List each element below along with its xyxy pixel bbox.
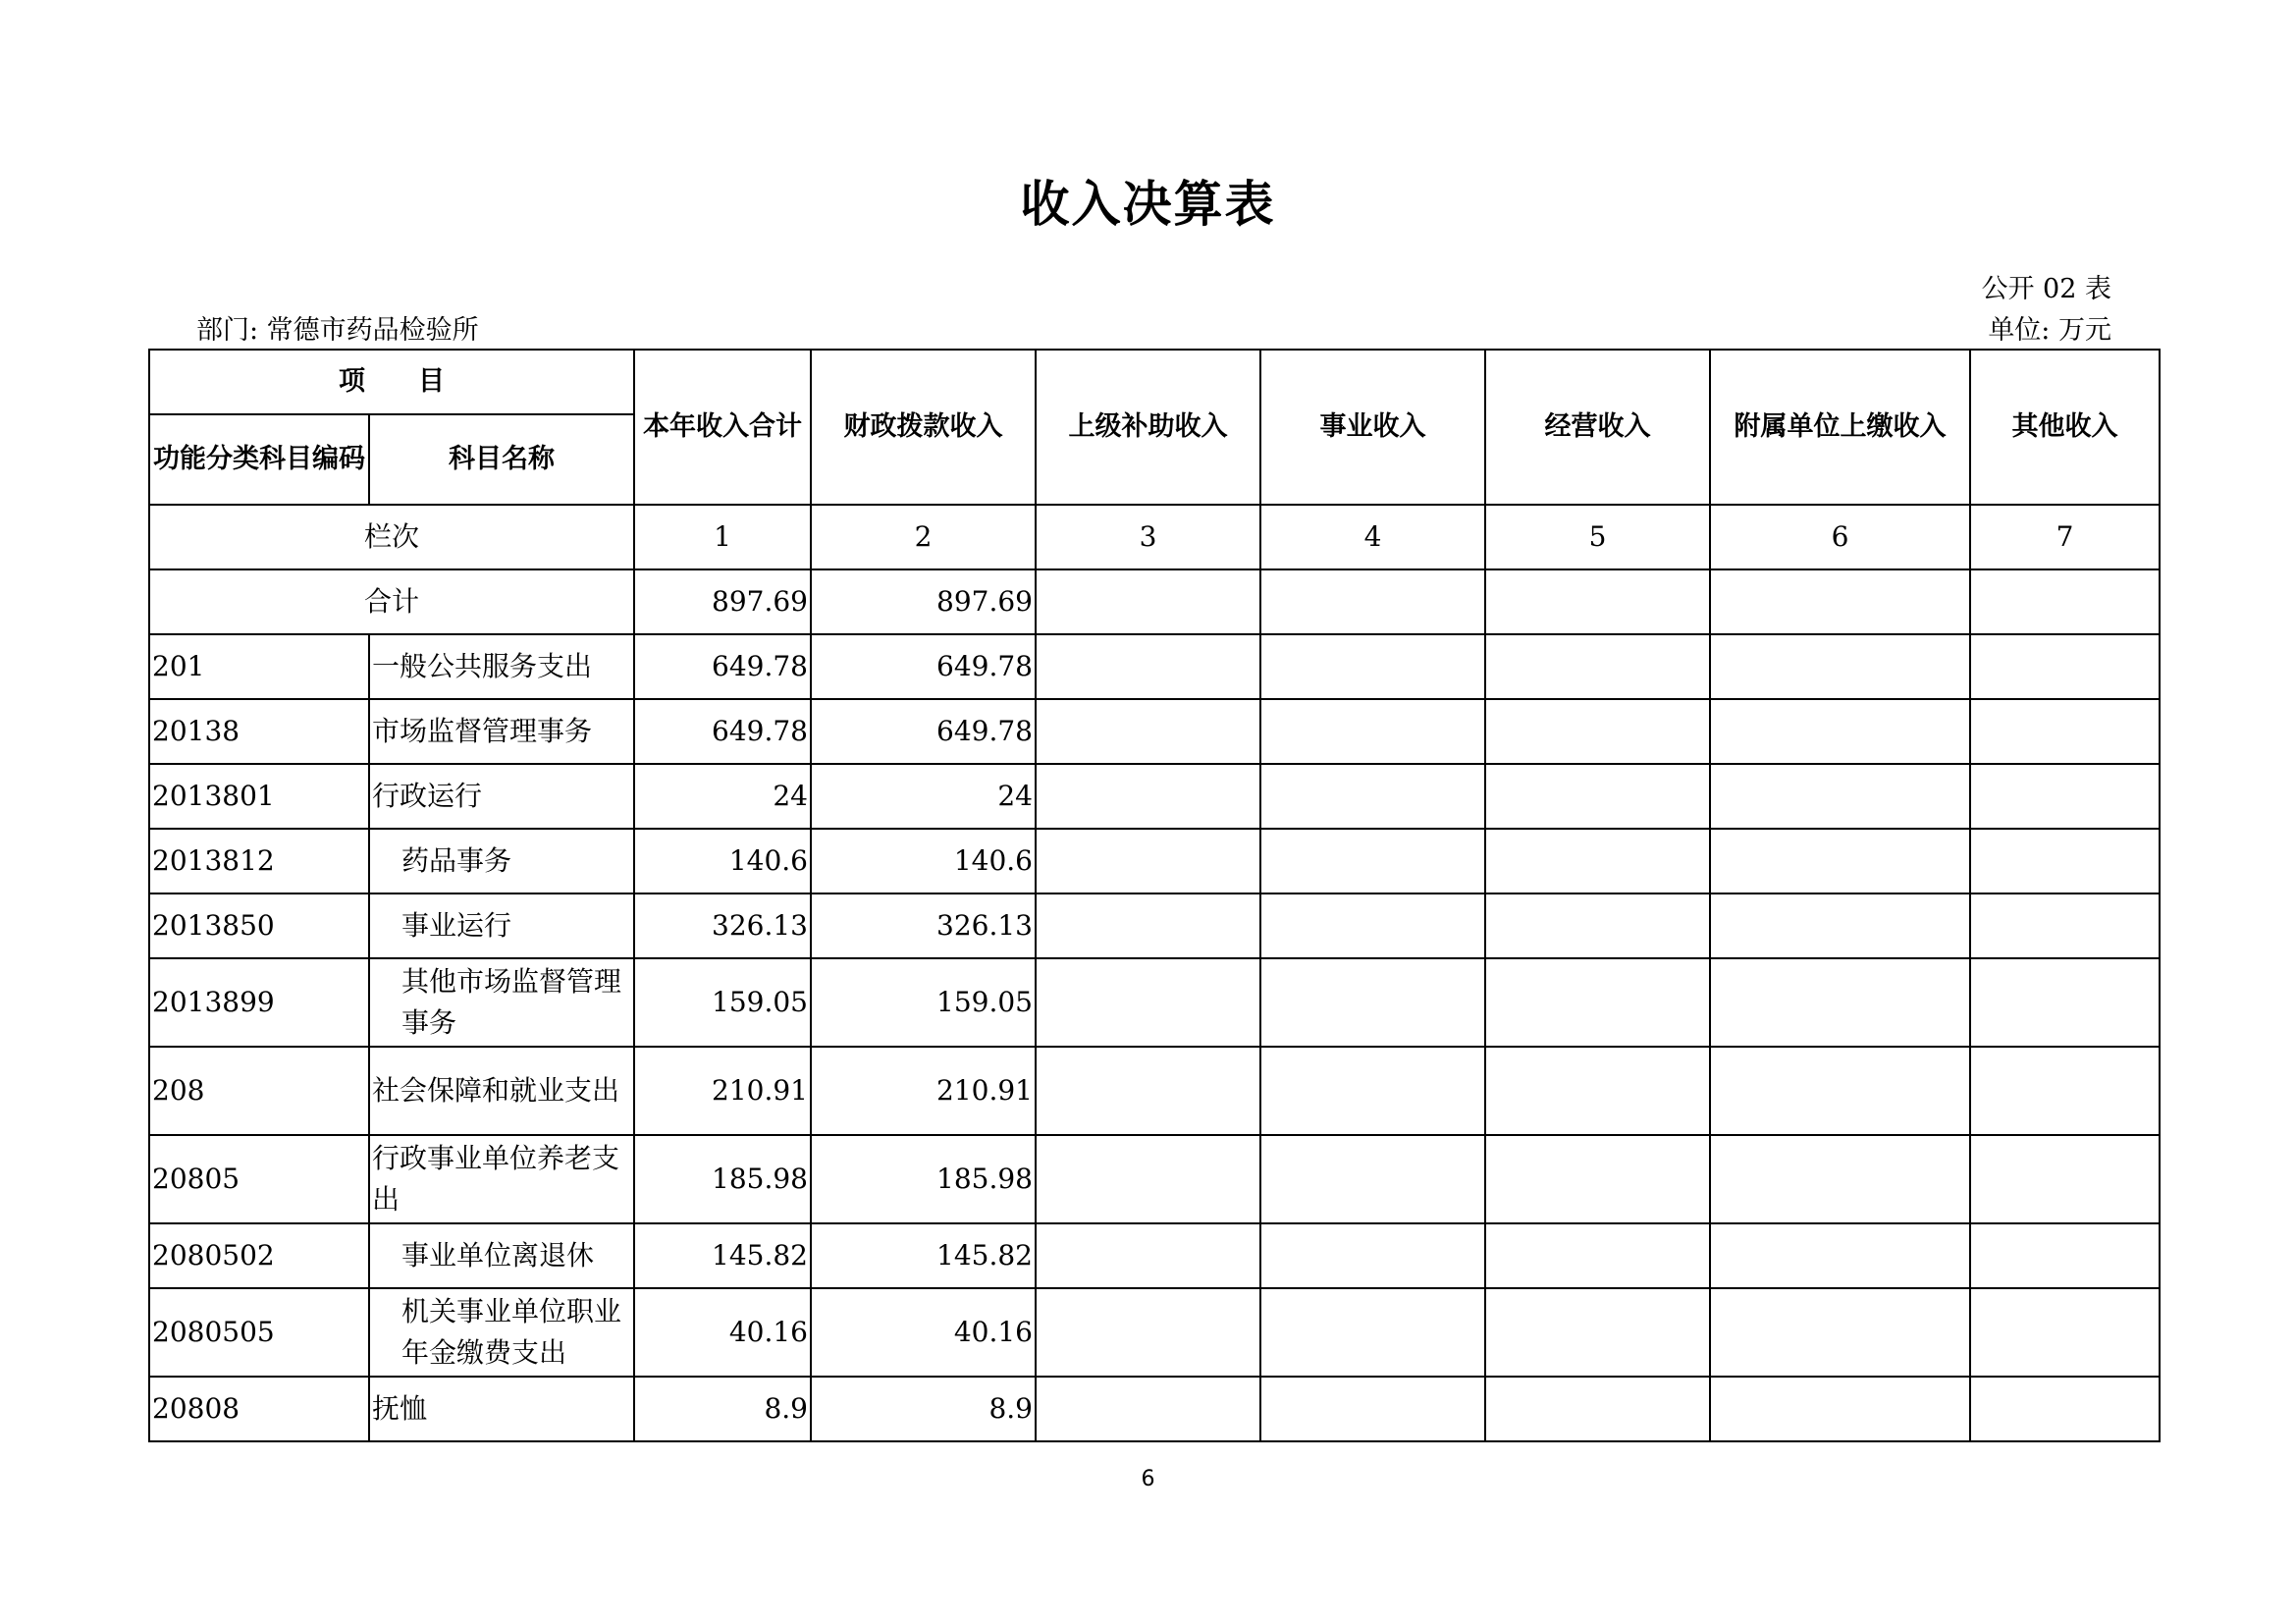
total-fiscal: 897.69 [811, 569, 1036, 634]
empty-cell [1710, 699, 1970, 764]
row-total: 8.9 [634, 1377, 811, 1441]
form-number: 公开 02 表 [1981, 274, 2111, 304]
row-code: 208 [149, 1047, 369, 1135]
empty-cell [1485, 893, 1710, 958]
row-name: 药品事务 [369, 829, 634, 893]
header-code: 功能分类科目编码 [149, 414, 369, 505]
empty-cell [1970, 893, 2160, 958]
row-total: 24 [634, 764, 811, 829]
row-fiscal: 24 [811, 764, 1036, 829]
empty-cell [1970, 1288, 2160, 1377]
row-code: 201 [149, 634, 369, 699]
table-row [149, 764, 2160, 829]
empty-cell [1485, 634, 1710, 699]
header-affiliated: 附属单位上缴收入 [1710, 350, 1970, 505]
row-name: 一般公共服务支出 [369, 634, 634, 699]
empty-cell [1260, 958, 1485, 1047]
empty-cell [1485, 1223, 1710, 1288]
empty-cell [1260, 699, 1485, 764]
empty-cell [1710, 569, 1970, 634]
empty-cell [1485, 1288, 1710, 1377]
row-fiscal: 185.98 [811, 1135, 1036, 1223]
column-index-row [149, 505, 2160, 569]
empty-cell [1036, 893, 1260, 958]
empty-cell [1260, 569, 1485, 634]
row-code: 2013812 [149, 829, 369, 893]
empty-cell [1036, 829, 1260, 893]
row-total: 649.78 [634, 634, 811, 699]
empty-cell [1485, 699, 1710, 764]
empty-cell [1260, 829, 1485, 893]
empty-cell [1970, 1223, 2160, 1288]
table-row [149, 1047, 2160, 1135]
empty-cell [1970, 1135, 2160, 1223]
total-amount: 897.69 [634, 569, 811, 634]
empty-cell [1710, 1135, 1970, 1223]
header-operating: 经营收入 [1485, 350, 1710, 505]
column-index-1: 1 [634, 505, 811, 569]
empty-cell [1970, 829, 2160, 893]
header-total: 本年收入合计 [634, 350, 811, 505]
header-other: 其他收入 [1970, 350, 2160, 505]
header-fiscal: 财政拨款收入 [811, 350, 1036, 505]
row-total: 145.82 [634, 1223, 811, 1288]
empty-cell [1036, 764, 1260, 829]
row-fiscal: 8.9 [811, 1377, 1036, 1441]
table-row [149, 1377, 2160, 1441]
row-name: 抚恤 [369, 1377, 634, 1441]
total-label: 合计 [149, 569, 634, 634]
table-row [149, 1135, 2160, 1223]
empty-cell [1036, 1377, 1260, 1441]
header-superior: 上级补助收入 [1036, 350, 1260, 505]
empty-cell [1036, 1135, 1260, 1223]
empty-cell [1036, 634, 1260, 699]
empty-cell [1485, 829, 1710, 893]
header-business: 事业收入 [1260, 350, 1485, 505]
empty-cell [1710, 1047, 1970, 1135]
empty-cell [1260, 1135, 1485, 1223]
empty-cell [1970, 634, 2160, 699]
empty-cell [1970, 764, 2160, 829]
row-name: 其他市场监督管理事务 [369, 958, 634, 1047]
row-code: 2080502 [149, 1223, 369, 1288]
row-name: 事业运行 [369, 893, 634, 958]
row-total: 159.05 [634, 958, 811, 1047]
column-index-label: 栏次 [149, 505, 634, 569]
empty-cell [1260, 1377, 1485, 1441]
row-code: 2013899 [149, 958, 369, 1047]
row-code: 2013801 [149, 764, 369, 829]
row-name: 行政事业单位养老支出 [369, 1135, 634, 1223]
empty-cell [1036, 1223, 1260, 1288]
row-code: 20138 [149, 699, 369, 764]
row-name: 机关事业单位职业年金缴费支出 [369, 1288, 634, 1377]
empty-cell [1970, 1377, 2160, 1441]
table-row [149, 634, 2160, 699]
row-fiscal: 649.78 [811, 699, 1036, 764]
page-title: 收入决算表 [1020, 176, 1276, 233]
row-code: 20808 [149, 1377, 369, 1441]
empty-cell [1485, 1047, 1710, 1135]
empty-cell [1260, 1047, 1485, 1135]
row-name: 市场监督管理事务 [369, 699, 634, 764]
table-row [149, 699, 2160, 764]
empty-cell [1710, 829, 1970, 893]
column-index-3: 3 [1036, 505, 1260, 569]
department-label: 部门: 常德市药品检验所 [196, 315, 479, 346]
row-total: 326.13 [634, 893, 811, 958]
empty-cell [1485, 958, 1710, 1047]
column-index-2: 2 [811, 505, 1036, 569]
empty-cell [1710, 1223, 1970, 1288]
column-index-6: 6 [1710, 505, 1970, 569]
row-fiscal: 649.78 [811, 634, 1036, 699]
empty-cell [1970, 1047, 2160, 1135]
income-table [148, 349, 2161, 1442]
table-row [149, 958, 2160, 1047]
row-code: 2013850 [149, 893, 369, 958]
empty-cell [1485, 569, 1710, 634]
empty-cell [1260, 1288, 1485, 1377]
column-index-4: 4 [1260, 505, 1485, 569]
row-name: 行政运行 [369, 764, 634, 829]
row-code: 2080505 [149, 1288, 369, 1377]
empty-cell [1260, 634, 1485, 699]
empty-cell [1036, 958, 1260, 1047]
header-project: 项 目 [149, 350, 634, 414]
empty-cell [1710, 958, 1970, 1047]
empty-cell [1970, 699, 2160, 764]
table-row [149, 1223, 2160, 1288]
empty-cell [1036, 1047, 1260, 1135]
empty-cell [1485, 1135, 1710, 1223]
empty-cell [1260, 1223, 1485, 1288]
total-row [149, 569, 2160, 634]
table-row [149, 893, 2160, 958]
row-total: 649.78 [634, 699, 811, 764]
table-row [149, 1288, 2160, 1377]
row-fiscal: 326.13 [811, 893, 1036, 958]
empty-cell [1710, 1288, 1970, 1377]
table-row [149, 829, 2160, 893]
row-total: 140.6 [634, 829, 811, 893]
row-name: 事业单位离退休 [369, 1223, 634, 1288]
column-index-5: 5 [1485, 505, 1710, 569]
page-number: 6 [1141, 1467, 1155, 1491]
header-name: 科目名称 [369, 414, 634, 505]
row-total: 40.16 [634, 1288, 811, 1377]
empty-cell [1710, 634, 1970, 699]
empty-cell [1970, 569, 2160, 634]
row-fiscal: 40.16 [811, 1288, 1036, 1377]
empty-cell [1970, 958, 2160, 1047]
empty-cell [1710, 893, 1970, 958]
row-fiscal: 159.05 [811, 958, 1036, 1047]
empty-cell [1710, 764, 1970, 829]
row-code: 20805 [149, 1135, 369, 1223]
unit-label: 单位: 万元 [1988, 315, 2111, 346]
empty-cell [1485, 764, 1710, 829]
row-fiscal: 145.82 [811, 1223, 1036, 1288]
empty-cell [1036, 1288, 1260, 1377]
row-total: 210.91 [634, 1047, 811, 1135]
row-name: 社会保障和就业支出 [369, 1047, 634, 1135]
row-total: 185.98 [634, 1135, 811, 1223]
empty-cell [1036, 699, 1260, 764]
column-index-7: 7 [1970, 505, 2160, 569]
row-fiscal: 140.6 [811, 829, 1036, 893]
empty-cell [1485, 1377, 1710, 1441]
empty-cell [1260, 764, 1485, 829]
empty-cell [1036, 569, 1260, 634]
empty-cell [1710, 1377, 1970, 1441]
row-fiscal: 210.91 [811, 1047, 1036, 1135]
empty-cell [1260, 893, 1485, 958]
